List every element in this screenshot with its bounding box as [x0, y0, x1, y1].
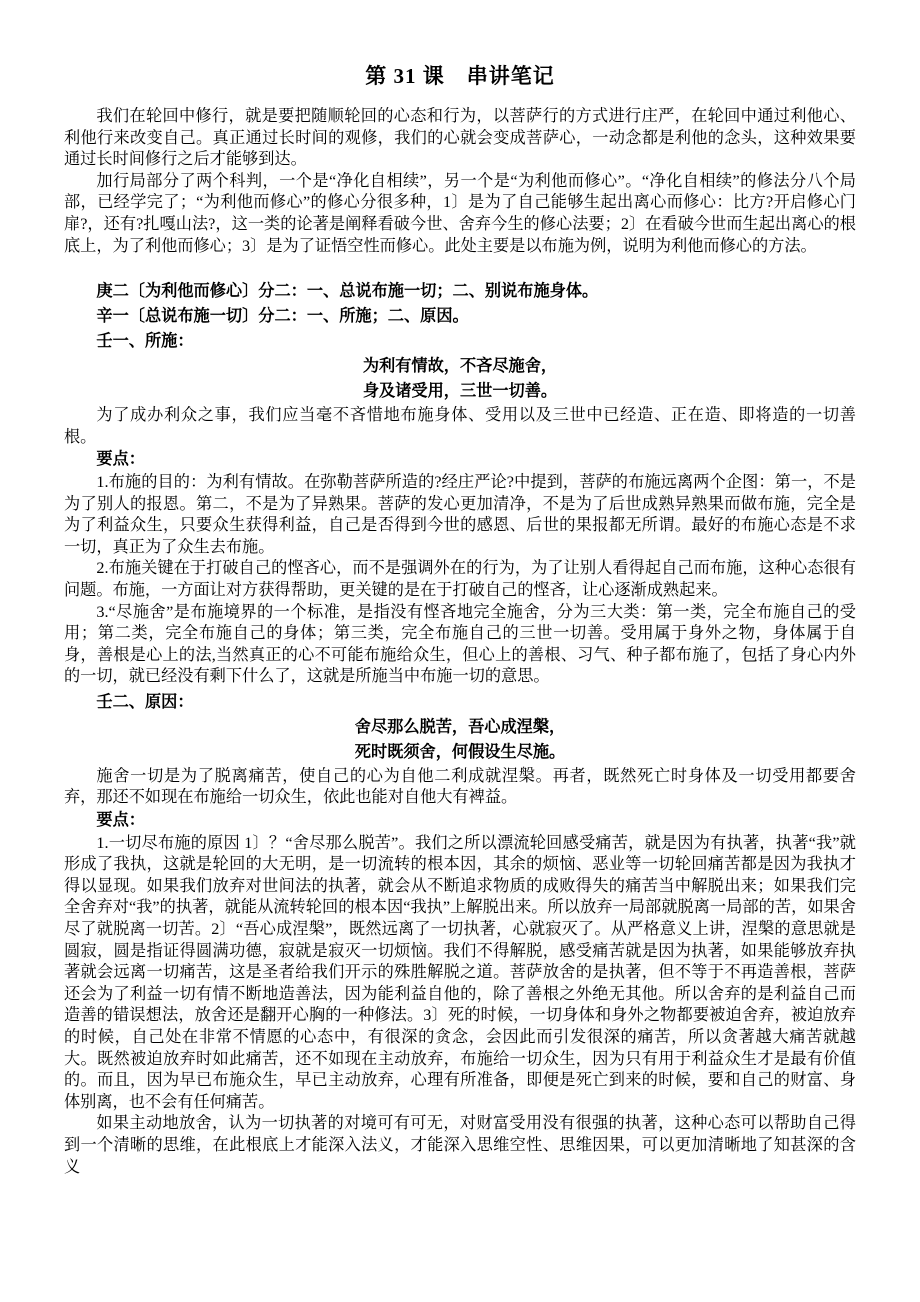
paragraph: 1.布施的目的：为利有情故。在弥勒菩萨所造的?经庄严论?中提到，菩萨的布施远离两个企图：第一，不是为了别人的报恩。第二，不是为了异熟果。菩萨的发心更加清净，不是为了后世成熟异熟果而做布施，完全是为了利益众生，只要众生获得利益，自己是否得到今世的感恩、后世的果报都无所谓。最好的布施心态是不求一切，真正为了众生去布施。 [64, 472, 856, 556]
paragraph: 如果主动地放舍，认为一切执著的对境可有可无，对财富受用没有很强的执著，这种心态可以帮助自己得到一个清晰的思维，在此根底上才能深入法义，才能深入思维空性、思维因果，可以更加清晰地了知甚深的含义 [64, 1114, 856, 1176]
paragraph: 为了成办利众之事，我们应当毫不吝惜地布施身体、受用以及三世中已经造、正在造、即将造的一切善根。 [64, 406, 856, 446]
verse-line: 身及诸受用，三世一切善。 [362, 382, 558, 401]
paragraph: 施舍一切是为了脱离痛苦，使自己的心为自他二利成就涅槃。再者，既然死亡时身体及一切受用都要舍弃，那还不如现在布施给一切众生，依此也能对自他大有裨益。 [64, 766, 856, 807]
paragraph: 加行局部分了两个科判，一个是“净化自相续”，另一个是“为利他而修心”。“净化自相续”的修法分八个局部，已经学完了；“为利他而修心”的修心分很多种，1〕是为了自己能够生起出离心而修心：比方?开启修心门扉?，还有?扎嘎山法?，这一类的论著是阐释看破今世、舍弃今生的修心法要；2〕在看破今世而生起出离心的根底上，为了利他而修心；3〕是为了证悟空性而修心。此处主要是以布施为例，说明为利他而修心的方法。 [64, 171, 856, 255]
paragraph: 1.一切尽布施的原因 1〕？“舍尽那么脱苦”。我们之所以漂流轮回感受痛苦，就是因为有执著，执著“我”就形成了我执，这就是轮回的大无明，是一切流转的根本因，其余的烦恼、恶业等一切轮回痛苦都是因为我执才得以显现。如果我们放弃对世间法的执著，就会从不断追求物质的成败得失的痛苦当中解脱出来；如果我们完全舍弃对“我”的执著，就能从流转轮回的根本因“我执”上解脱出来。所以放弃一局部就脱离一局部的苦，如果舍尽了就脱离一切苦。2〕“吾心成涅槃”，既然远离了一切执著，心就寂灭了。从严格意义上讲，涅槃的意思就是圆寂，圆是指证得圆满功德，寂就是寂灭一切烦恼。我们不得解脱，感受痛苦就是因为执著，如果能够放弃执著就会远离一切痛苦，这是圣者给我们开示的殊胜解脱之道。菩萨放舍的是执著，但不等于不再造善根，菩萨还会为了利益一切有情不断地造善法，因为能利益自他的，除了善根之外绝无其他。所以舍弃的是利益自己而造善的错误想法，放舍还是翻开心胸的一种修法。3〕死的时候，一切身体和身外之物都要被迫舍弃，被迫放弃的时候，自己处在非常不情愿的心态中，有很深的贪念，会因此而引发很深的痛苦，所以贪著越大痛苦就越大。既然被迫放弃时如此痛苦，还不如现在主动放弃，布施给一切众生，因为只有用于利益众生才是最有价值的。而且，因为早已布施众生，早已主动放弃，心理有所准备，即便是死亡到来的时候，要和自己的财富、身体别离，也不会有任何痛苦。 [64, 833, 856, 1111]
verse-line: 死时既须舍，何假设生尽施。 [354, 742, 566, 761]
section-heading: 壬二、原因： [96, 692, 194, 711]
section-heading: 辛一〔总说布施一切〕分二：一、所施；二、原因。 [96, 307, 469, 326]
paragraph: 3.“尽施舍”是布施境界的一个标准，是指没有悭吝地完全施舍，分为三大类：第一类，完全布施自己的受用；第二类，完全布施自己的身体；第三类，完全布施自己的三世一切善。受用属于身外之物，身体属于自身，善根是心上的法,当然真正的心不可能布施给众生，但心上的善根、习气、种子都布施了，包括了身心内外的一切，就已经没有剩下什么了，这就是所施当中布施一切的意思。 [64, 602, 856, 686]
document-body [64, 106, 856, 1178]
section-heading: 壬一、所施： [96, 332, 194, 351]
points-label: 要点： [96, 811, 145, 830]
paragraph: 我们在轮回中修行，就是要把随顺轮回的心态和行为，以菩萨行的方式进行庄严，在轮回中通过利他心、利他行来改变自己。真正通过长时间的观修，我们的心就会变成菩萨心，一动念都是利他的念头，这种效果要通过长时间修行之后才能够到达。 [64, 107, 856, 169]
verse-line: 舍尽那么脱苦，吾心成涅槃， [354, 717, 566, 736]
points-label: 要点： [96, 450, 145, 469]
page-title: 第 31 课 串讲笔记 [365, 64, 555, 88]
verse-line: 为利有情故，不吝尽施舍， [362, 357, 558, 376]
blank-line [64, 257, 856, 277]
section-heading: 庚二〔为利他而修心〕分二：一、总说布施一切；二、别说布施身体。 [96, 282, 599, 301]
paragraph: 2.布施关键在于打破自己的悭吝心，而不是强调外在的行为，为了让别人看得起自己而布施，这种心态很有问题。布施，一方面让对方获得帮助，更关键的是在于打破自己的悭吝，让心逐渐成熟起来。 [64, 559, 856, 599]
